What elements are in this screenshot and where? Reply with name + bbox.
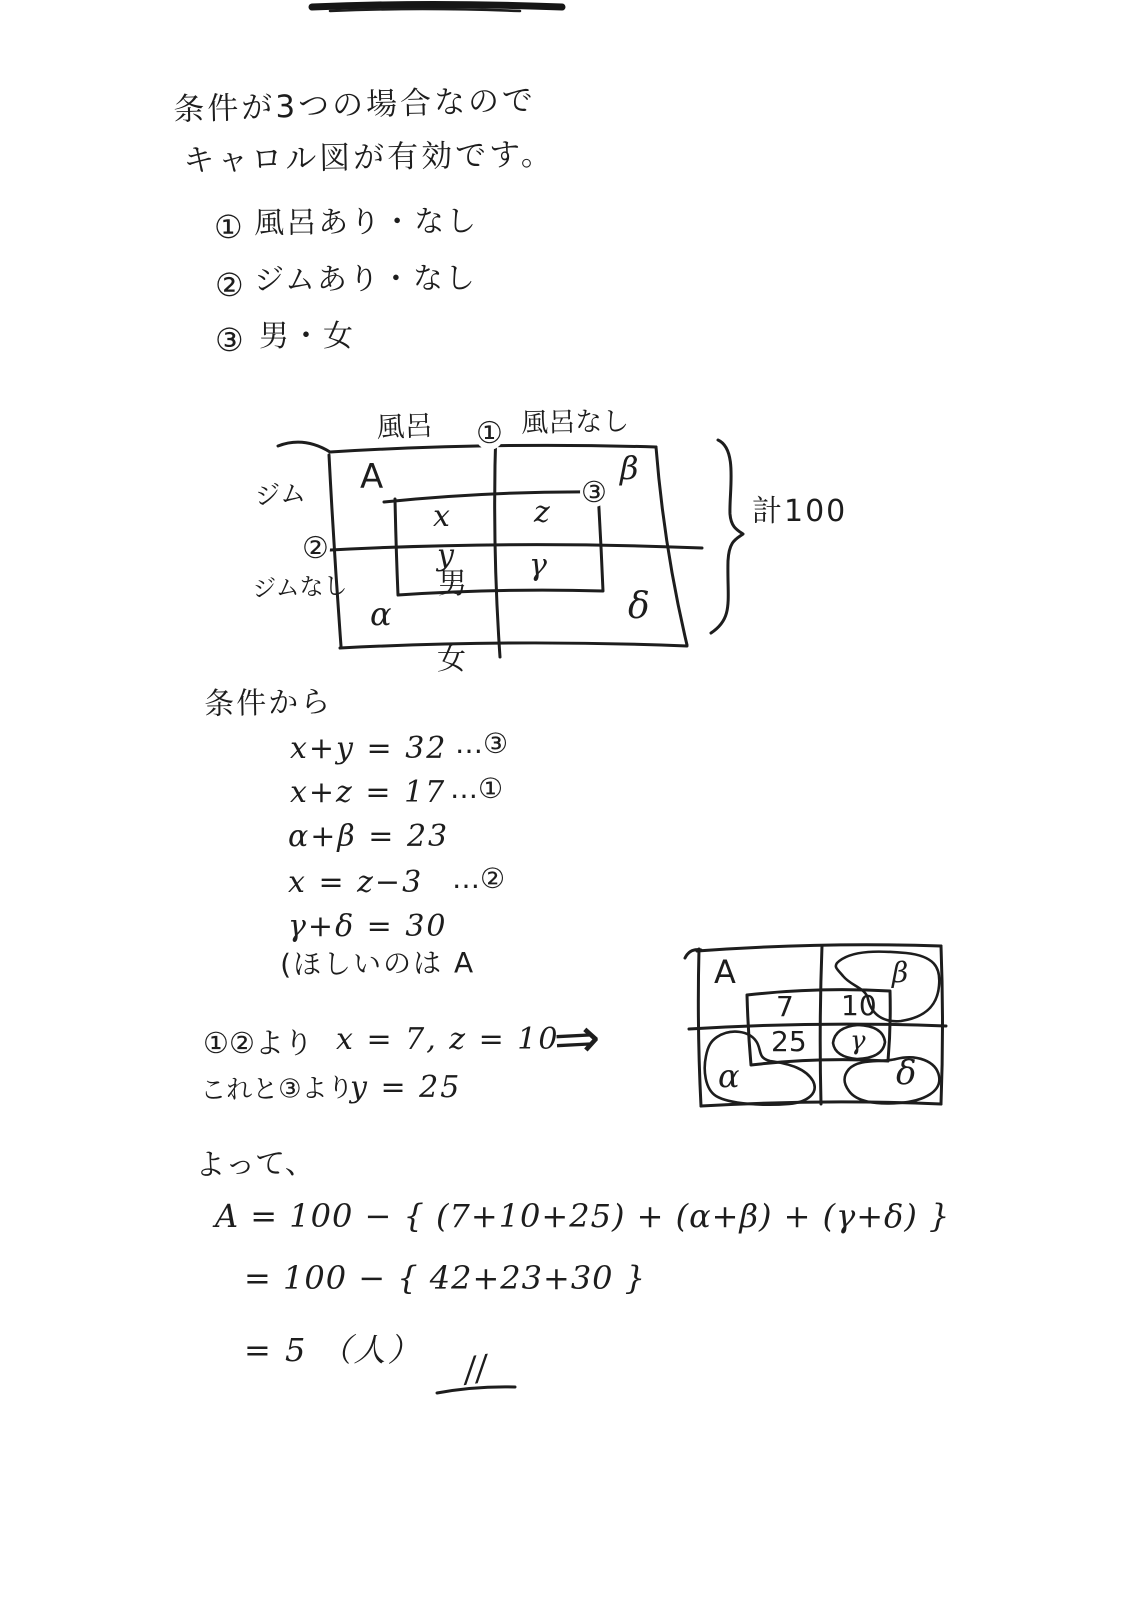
equation-4: x = z−3 xyxy=(288,865,424,900)
final-line-2: = 100 − { 42+23+30 } xyxy=(244,1259,647,1297)
main-diagram-circle-2: ② xyxy=(302,531,329,566)
main-diagram-total-label: 計100 xyxy=(752,494,848,529)
condition-1-number: ① xyxy=(214,208,243,246)
result-diagram-region-A: A xyxy=(714,953,736,991)
equation-2: x+z = 17 xyxy=(290,775,447,810)
main-diagram-gym-label: ジム xyxy=(253,478,307,512)
equation-1-ref: …③ xyxy=(455,727,509,760)
main-diagram-male-label: 男 xyxy=(438,566,468,600)
main-diagram-region-beta: β xyxy=(620,449,639,487)
result-diagram-cell-10: 10 xyxy=(841,989,877,1022)
main-diagram-cell-x: x xyxy=(433,499,450,534)
equation-1: x+y = 32 xyxy=(290,731,448,766)
deduction-step2-equation: y = 25 xyxy=(350,1070,462,1105)
result-diagram-cell-gamma: γ xyxy=(850,1026,866,1056)
main-diagram-no-bath-label: 風呂なし xyxy=(520,406,630,439)
scan-artifact-smudge-2 xyxy=(330,9,520,11)
deduction-step2-prefix: これと③より xyxy=(199,1073,354,1106)
main-diagram-bath-label: 風呂 xyxy=(375,409,434,444)
main-vertical-divider xyxy=(495,427,500,657)
equation-4-ref: …② xyxy=(452,862,506,895)
main-diagram-circle-3: ③ xyxy=(581,475,607,509)
main-diagram-cell-gamma: γ xyxy=(529,548,547,583)
result-diagram-cell-25: 25 xyxy=(771,1025,807,1058)
deduction-step1-prefix: ①②より xyxy=(203,1026,313,1060)
condition-2-label: ジムあり・なし xyxy=(253,261,478,298)
want-note: (ほしいのは A xyxy=(279,946,476,981)
final-line-1: A = 100 − { (7+10+25) + (α+β) + (γ+δ) } xyxy=(215,1197,951,1235)
intro-line-2: キャロル図が有効です。 xyxy=(182,136,556,179)
final-line-3: = 5 （人） xyxy=(244,1331,422,1369)
main-diagram-cell-z: z xyxy=(534,495,550,530)
total-brace xyxy=(711,440,743,633)
implies-arrow: ⇒ xyxy=(551,1005,603,1073)
main-diagram-region-alpha: α xyxy=(370,595,392,633)
result-diagram-region-beta: β xyxy=(892,956,909,989)
main-diagram-cell-y: y xyxy=(437,538,454,573)
main-diagram-female-label: 女 xyxy=(437,642,467,676)
equation-2-ref: …① xyxy=(450,772,504,805)
final-lead: よって、 xyxy=(194,1145,315,1183)
condition-1-label: 風呂あり・なし xyxy=(253,204,479,241)
result-diagram-cell-7: 7 xyxy=(776,990,794,1023)
condition-2-number: ② xyxy=(215,266,244,304)
qed-mark: // xyxy=(461,1347,490,1391)
result-diagram-region-alpha: α xyxy=(718,1057,740,1095)
main-diagram-circle-1: ① xyxy=(476,416,503,451)
main-horizontal-divider xyxy=(311,545,702,551)
intro-line-1: 条件が3つの場合なので xyxy=(172,82,537,128)
condition-3-number: ③ xyxy=(215,321,244,359)
main-diagram-region-A: A xyxy=(360,457,384,497)
condition-3-label: 男・女 xyxy=(259,319,355,354)
conditions-heading: 条件から xyxy=(203,684,333,722)
result-diagram-region-delta: δ xyxy=(896,1053,917,1093)
equation-3: α+β = 23 xyxy=(288,819,450,854)
main-carroll-diagram xyxy=(278,427,743,657)
result-horizontal-divider xyxy=(689,1024,946,1029)
delta-blob xyxy=(845,1053,940,1103)
deduction-step1-equation: x = 7, z = 10 xyxy=(336,1022,560,1057)
equation-5: γ+δ = 30 xyxy=(288,909,448,944)
main-diagram-region-delta: δ xyxy=(628,586,650,627)
main-diagram-no-gym-label: ジムなし xyxy=(251,571,348,603)
scan-artifact-smudge xyxy=(312,5,562,8)
